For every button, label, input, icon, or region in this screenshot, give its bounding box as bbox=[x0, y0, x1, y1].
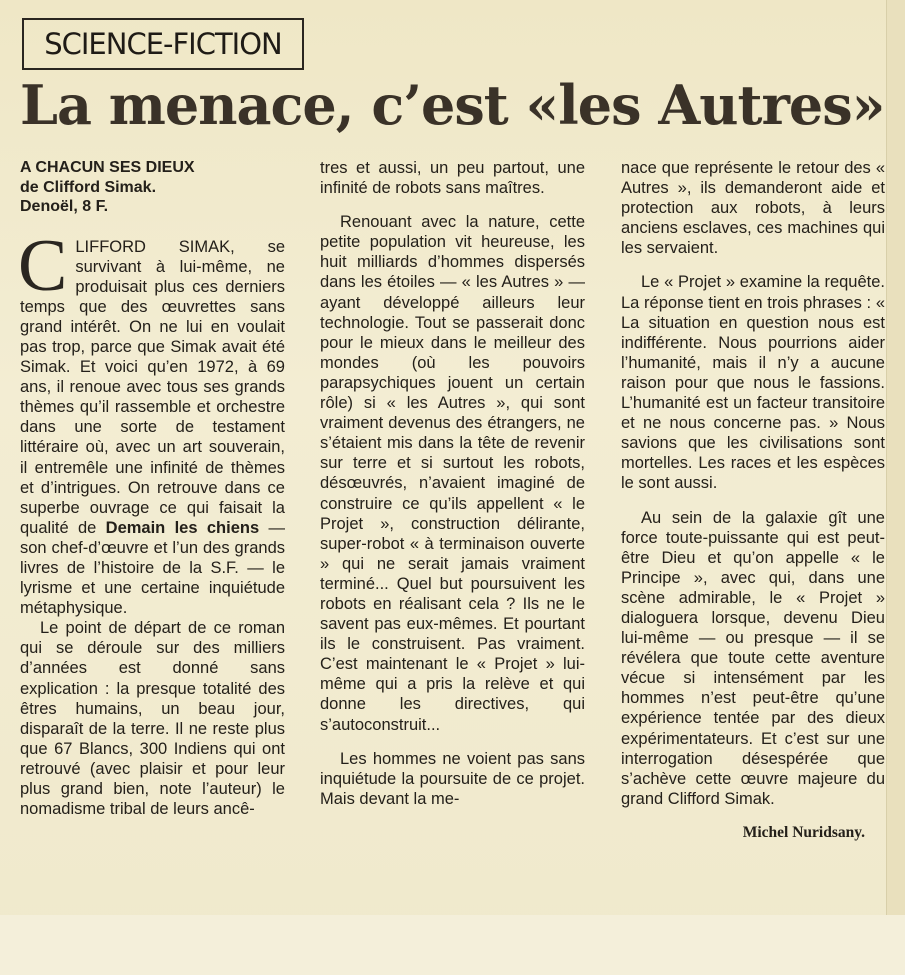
paragraph: Au sein de la galaxie gît une force toute-puissante qui est peut-être Dieu et qu’on appelle « le Principe », avec qui, dans une scène admirable, le « Projet » dialoguera lorsque, devenu Dieu lui-même — ou presque — il se révélera que toute cette aventure vécue si intensément par les hommes n’est peut-être qu’une expérience tentée par des dieux expérimentateurs. Et c’est sur une interrogation désespérée que s’achève cette œuvre majeure du grand Clifford Simak. bbox=[621, 508, 885, 808]
author-signature: Michel Nuridsany. bbox=[742, 823, 865, 841]
page-edge bbox=[886, 0, 905, 975]
book-info bbox=[20, 158, 285, 217]
page-margin bbox=[0, 915, 905, 975]
paragraph: tres et aussi, un peu partout, une infinité de robots sans maîtres. bbox=[320, 159, 585, 198]
paragraph bbox=[18, 224, 285, 619]
book-title: A CHACUN SES DIEUX bbox=[20, 159, 195, 176]
paragraph: Renouant avec la nature, cette petite population vit heureuse, les huit milliards d’hommes dispersés dans les étoiles — « les Autres » — ayant développé ailleurs leur technologie. Tout se passerait donc pour le mieux dans le meilleur des mondes (où les pouvoirs parapsychiques jouent un certain rôle) si « les Autres », qui sont vraiment devenus des étrangers, ne s’étaient mis dans la tête de revenir sur terre et si surtout les robots, désœuvrés, n’avaient imaginé de construire ce qu’ils appellent « le Projet », construction délirante, super-robot « à terminaison ouverte » qui ne serait jamais vraiment terminé... Quel but poursuivent les robots en réalisant cela ? Ils ne le savent pas eux-mêmes. Et pourtant ils le construisent. Pas vraiment. C’est maintenant le « Projet » lui-même qui a pris la relève et qui donne les directives, qui s’autoconstruit... bbox=[320, 213, 585, 734]
book-author: de Clifford Simak. bbox=[20, 178, 157, 196]
drop-cap: C bbox=[18, 224, 68, 307]
paragraph: nace que représente le retour des « Autres », ils demanderont aide et protection aux robots, à leurs anciens esclaves, ces machines qui les servaient. bbox=[621, 159, 885, 258]
article-column-1 bbox=[20, 158, 285, 819]
paragraph: Les hommes ne voient pas sans inquiétude la poursuite de ce projet. Mais devant la me- bbox=[320, 749, 585, 808]
article-column-2 bbox=[320, 158, 585, 809]
book-reference: Demain les chiens bbox=[105, 518, 260, 537]
paragraph: Le « Projet » examine la requête. La réponse tient en trois phrases : « La situation en question nous est indifférente. Nous pourrions aider l’humanité, mais il n’y a aucune raison pour que nous le fassions. L’humanité est un facteur transitoire et ne nous concerne pas. » Nous savions que les civilisations sont mortelles. Les races et les espèces le sont aussi. bbox=[621, 273, 885, 493]
article-headline: La menace, c’est «les Autres» bbox=[20, 73, 885, 137]
paragraph-text: LIFFORD SIMAK, se survivant à lui-même, ne produisait plus ces derniers temps que des œuvrettes sans grand intérêt. On ne lui en voulait pas trop, parce que Simak avait été Simak. Et voici qu’en 1972, à 69 ans, il renoue avec tous ses grands thèmes qu’il rassemble et orchestre dans une sorte de testament littéraire où, avec un art souverain, il entremêle une infinité de thèmes et d’intrigues. On retrouve dans ce superbe ouvrage ce qui faisait la qualité de bbox=[20, 237, 285, 537]
book-publisher: Denoël, 8 F. bbox=[20, 198, 109, 215]
section-rubric bbox=[22, 18, 304, 70]
article-column-3 bbox=[621, 158, 885, 843]
paragraph-text: — son chef-d’œuvre et l’un des grands livres de l’histoire de la S.F. — le lyrisme et une certaine inquiétude métaphysique. bbox=[20, 518, 285, 618]
paragraph: Le point de départ de ce roman qui se déroule sur des milliers d’années est donné sans explication : la presque totalité des êtres humains, un beau jour, disparaît de la terre. Il ne reste plus que 67 Blancs, 300 Indiens qui ont retrouvé (avec plaisir et pour leur plus grand bien, note l’auteur) le nomadisme tribal de leurs ancê- bbox=[20, 619, 285, 819]
rubric-label: SCIENCE-FICTION bbox=[44, 26, 282, 61]
